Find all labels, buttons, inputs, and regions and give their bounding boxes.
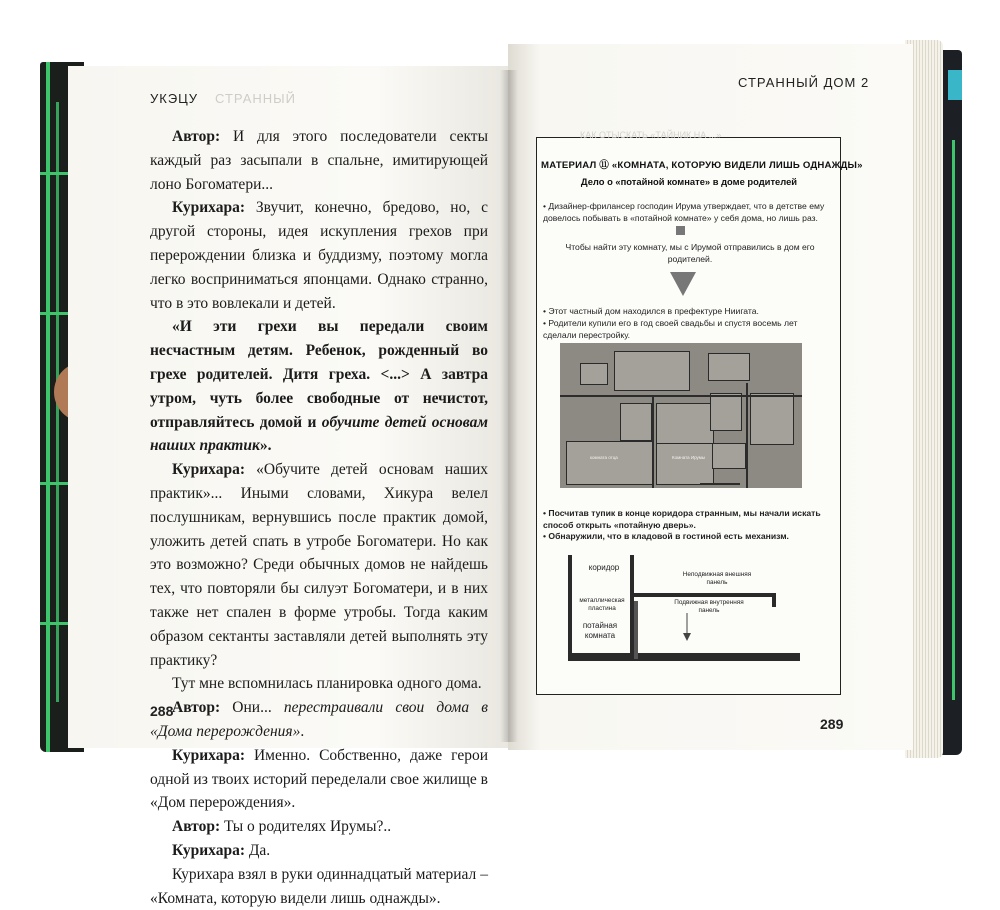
note-mechanism: • Обнаружили, что в кладовой в гостиной есть механизм. bbox=[543, 531, 789, 541]
paragraph: Курихара: Именно. Собственно, даже герои одной из твоих историй переделали свое жилище в «Дом перерождения». bbox=[150, 746, 488, 812]
left-running-head: УКЭЦУ bbox=[150, 91, 199, 106]
note-visit: Чтобы найти эту комнату, мы с Ирумой отправились в дом его родителей. bbox=[565, 242, 815, 264]
paragraph: Автор: И для этого последователи секты каждый раз засыпали в спальне, имитирующей лоно Богоматери... bbox=[150, 128, 488, 193]
label-corridor: коридор bbox=[588, 563, 620, 572]
label-metal-plate: металлическая пластина bbox=[579, 597, 625, 612]
paragraph: Курихара: «Обучите детей основам наших практик»... Иными словами, Хикура велел послушникам, вернувшись после практик домой, уложить детей спать в утробе Богоматери. Но как это возможно? Среди обычных домов не найдешь тех, что повторяли бы силуэт Богоматери, и в них также нет спален в форме утробы. Тогда каким образом сектанты заставляли детей выполнять эту практику? bbox=[150, 461, 488, 669]
left-page-text bbox=[150, 125, 488, 910]
note-dead-end: • Посчитав тупик в конце коридора странным, мы начали искать способ открыть «потайную дверь». bbox=[543, 508, 821, 530]
floor-plan bbox=[560, 343, 802, 488]
small-square-icon bbox=[676, 226, 685, 235]
paragraph: Курихара: Звучит, конечно, бредово, но, с другой стороны, идея искупления грехов при перерождении близка и буддизму, поэтому могла легко восприниматься японцами. Однако странно, что в это вовлекали и детей. bbox=[150, 199, 488, 312]
show-through-heading: КАК ОТЫСКАТЬ «ТАЙНИК НА ...» bbox=[580, 130, 722, 140]
paragraph: Курихара: Да. bbox=[172, 841, 271, 859]
material-subtitle: Дело о «потайной комнате» в доме родителей bbox=[580, 176, 798, 187]
note-irumа: • Дизайнер-фрилансер господин Ирума утверждает, что в детстве ему довелось побывать в «потайной комнате» у себя дома, но лишь раз. bbox=[543, 201, 825, 223]
plan-label-iruma-room: Комната Ирумы bbox=[672, 455, 706, 460]
paragraph: Курихара взял в руки одиннадцатый материал – «Комната, которую видели лишь однажды». bbox=[150, 865, 488, 907]
plan-label-father-room: комната отца bbox=[590, 455, 618, 460]
book-gutter bbox=[500, 70, 518, 742]
secret-door-diagram bbox=[560, 555, 800, 670]
paragraph: Автор: Ты о родителях Ирумы?.. bbox=[172, 818, 392, 836]
label-movable-panel: Подвижная внутренняя панель bbox=[674, 599, 744, 614]
left-page-number: 288 bbox=[150, 703, 174, 719]
material-title: МАТЕРИАЛ ⑪ «КОМНАТА, КОТОРУЮ ВИДЕЛИ ЛИШЬ ОДНАЖДЫ» bbox=[541, 160, 863, 171]
label-secret-room: потайная комната bbox=[582, 621, 618, 640]
note-rebuild: • Родители купили его в год своей свадьбы и спустя восемь лет сделали перестройку. bbox=[543, 318, 798, 340]
book-cover-right bbox=[940, 50, 962, 755]
quote-paragraph: «И эти грехи вы передали своим несчастным детям. Ребенок, рожденный во грехе родителей. Дитя греха. <...> А завтра утром, чуть более свободные от нечистот, отправляйтесь домой и обучите детей основам наших практик». bbox=[150, 318, 488, 455]
down-arrow-icon bbox=[668, 270, 698, 300]
paragraph: Тут мне вспомнилась планировка одного дома. bbox=[172, 675, 482, 693]
show-through-heading: СТРАННЫЙ bbox=[215, 91, 296, 106]
label-fixed-panel: Неподвижная внешняя панель bbox=[682, 571, 752, 586]
paragraph: Автор: Они... перестраивали свои дома в «Дома перерождения». bbox=[150, 699, 488, 740]
down-arrow-icon bbox=[680, 613, 694, 643]
right-page-number: 289 bbox=[820, 716, 844, 732]
note-location: • Этот частный дом находился в префектуре Ниигата. bbox=[543, 306, 759, 316]
right-running-head: СТРАННЫЙ ДОМ 2 bbox=[738, 75, 870, 90]
